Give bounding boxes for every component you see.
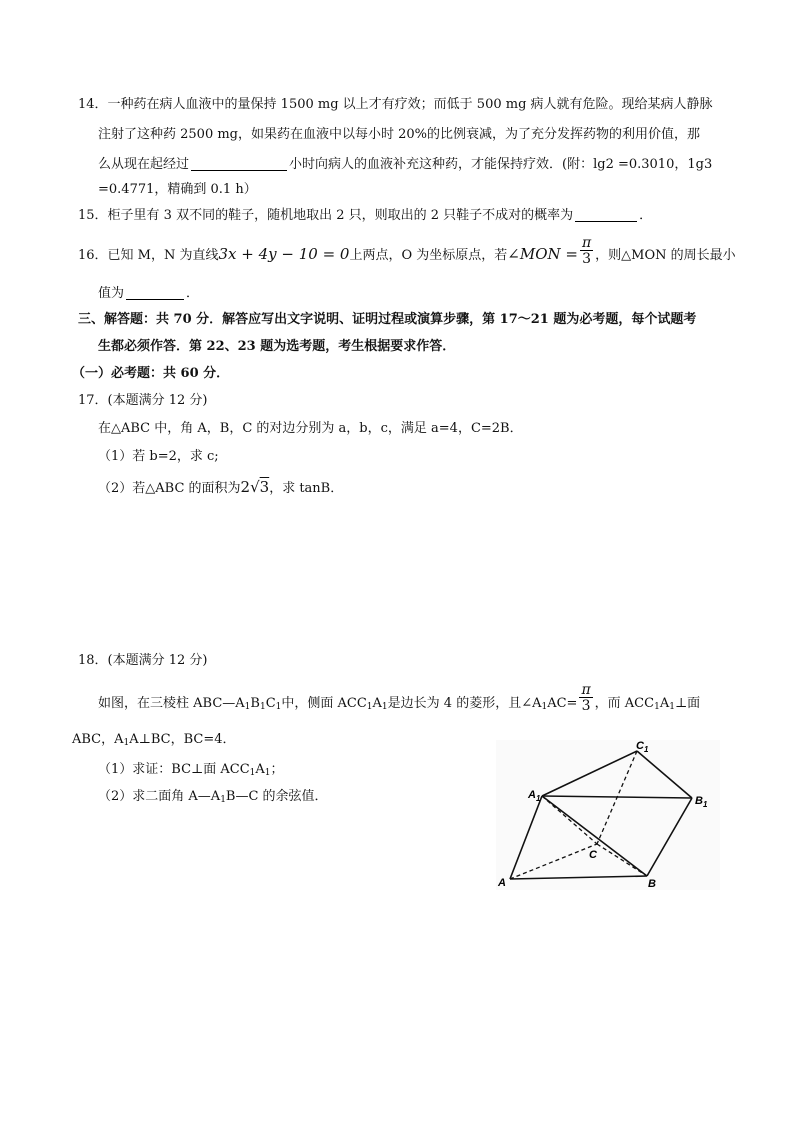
q18-line2-end: A⊥BC，BC=4． <box>129 732 236 747</box>
q14-line1: 14．一种药在病人血液中的量保持 1500 mg 以上才有疗效；而低于 500 mg 病人就有危险。现给某病人静脉 <box>78 97 713 112</box>
q18-part1-start: （1）求证：BC⊥面 ACC <box>98 762 250 777</box>
q18-sub: 1 <box>654 702 660 712</box>
q17-stem: 在△ABC 中，角 A，B，C 的对边分别为 a，b，c，满足 a=4，C=2B． <box>98 421 523 436</box>
q16-frac-den: 3 <box>582 251 592 267</box>
q15-end: ． <box>639 208 653 223</box>
q18-stem-part-j: ⊥面 <box>674 696 701 711</box>
label-b1: $B_1$ <box>695 795 708 809</box>
q18-stem-part-g: AC= <box>547 696 578 711</box>
q18-sub: 1 <box>275 702 282 712</box>
q18-sub: 1 <box>123 738 130 748</box>
figure-background <box>496 740 720 890</box>
q16-line2-start: 值为 <box>98 286 125 301</box>
prism-figure <box>496 740 720 890</box>
q18-frac-den: 3 <box>581 698 591 714</box>
q18-stem-part-a: 如图，在三棱柱 ABC—A <box>98 696 245 711</box>
q16-frac-num: π <box>581 235 592 251</box>
label-a1: $A_1$ <box>528 789 541 803</box>
q17-sqrt-coef: 2 <box>240 478 251 496</box>
q18-part2-start: （2）求二面角 A—A <box>98 789 221 804</box>
q18-sub: 1 <box>220 795 226 805</box>
q17-part2-start: （2）若△ABC 的面积为 <box>98 481 241 496</box>
q16-equation: 3x + 4y − 10 = 0 <box>218 245 350 263</box>
q17-part2 <box>98 478 343 498</box>
q16-fraction <box>580 236 593 267</box>
q18-stem-part-f: 是边长为 4 的菱形，且∠A <box>387 696 542 711</box>
q18-heading: 18．(本题满分 12 分) <box>78 653 208 668</box>
q18-part2-end: B—C 的余弦值． <box>225 789 328 804</box>
q14-line2: 注射了这种药 2500 mg，如果药在血液中以每小时 20%的比例衰减，为了充分发挥药物的利用价值，那 <box>98 127 701 142</box>
q18-sub: 1 <box>244 702 251 712</box>
q16-start: 16．已知 M，N 为直线 <box>78 248 219 263</box>
q16-line2 <box>98 285 199 303</box>
q14-line3-end: 小时向病人的血液补充这种药，才能保持疗效．(附：lg2 =0.3010，1g3 <box>289 157 713 172</box>
q18-stem-part-h: ，而 ACC <box>594 696 655 711</box>
q17-sqrt-radicand: 3 <box>259 478 270 496</box>
section3-subheading: （一）必考题：共 60 分． <box>72 366 230 381</box>
q18-sub: 1 <box>541 702 548 712</box>
q18-frac-num: π <box>581 682 591 698</box>
q18-part1 <box>98 761 284 782</box>
label-c1: $C_1$ <box>636 740 649 754</box>
q16-end: ，则△MON 的周长最小 <box>595 248 736 263</box>
q18-sub: 1 <box>249 768 256 778</box>
q18-stem-part-d: 中，侧面 ACC <box>281 696 367 711</box>
q16-line2-end: ． <box>186 286 200 301</box>
q18-stem <box>98 682 701 717</box>
q18-fraction <box>579 683 592 714</box>
q18-line2-start: ABC，A <box>72 732 124 747</box>
q18-stem-part-b: B <box>250 696 260 711</box>
q17-part2-end: ，求 tanB． <box>269 481 344 496</box>
q14-answer-blank <box>191 157 287 171</box>
q14-line3-start: 么从现在起经过 <box>98 157 190 172</box>
q18-sub: 1 <box>259 702 266 712</box>
q18-stem-part-c: C <box>265 696 276 711</box>
q14-line3 <box>98 156 712 174</box>
label-b: B <box>648 878 656 890</box>
q14-line4: =0.4771，精确到 0.1 h） <box>98 182 257 197</box>
q18-stem-part-i: A <box>659 696 670 711</box>
q17-sqrt-expression: 2√3 <box>240 478 270 496</box>
q18-sub: 1 <box>264 768 271 778</box>
q16-middle: 上两点，O 为坐标原点，若 <box>349 248 508 263</box>
label-a: A <box>498 877 506 889</box>
q18-stem-line2 <box>72 731 236 752</box>
q16-line1 <box>78 235 736 267</box>
label-c: C <box>589 849 597 861</box>
q15-text: 15．柜子里有 3 双不同的鞋子，随机地取出 2 只，则取出的 2 只鞋子不成对的概率为 <box>78 208 574 223</box>
q17-part1: （1）若 b=2，求 c; <box>98 449 219 464</box>
q18-part1-end: ； <box>270 762 284 777</box>
q16-angle: ∠MON = <box>507 245 578 263</box>
q16-answer-blank <box>126 286 184 300</box>
q15-line <box>78 207 652 225</box>
q15-answer-blank <box>575 208 637 222</box>
q18-part2 <box>98 788 328 809</box>
q17-heading: 17．(本题满分 12 分) <box>78 393 208 408</box>
section3-heading-line1: 三、解答题：共 70 分．解答应写出文字说明、证明过程或演算步骤，第 17～21 题为必考题，每个试题考 <box>78 312 697 327</box>
q18-sub: 1 <box>669 702 675 712</box>
q18-stem-part-e: A <box>372 696 382 711</box>
q18-part1-mid: A <box>255 762 265 777</box>
q18-sub: 1 <box>366 702 373 712</box>
q18-sub: 1 <box>381 702 388 712</box>
section3-heading-line2: 生都必须作答．第 22、23 题为选考题，考生根据要求作答． <box>98 339 456 354</box>
